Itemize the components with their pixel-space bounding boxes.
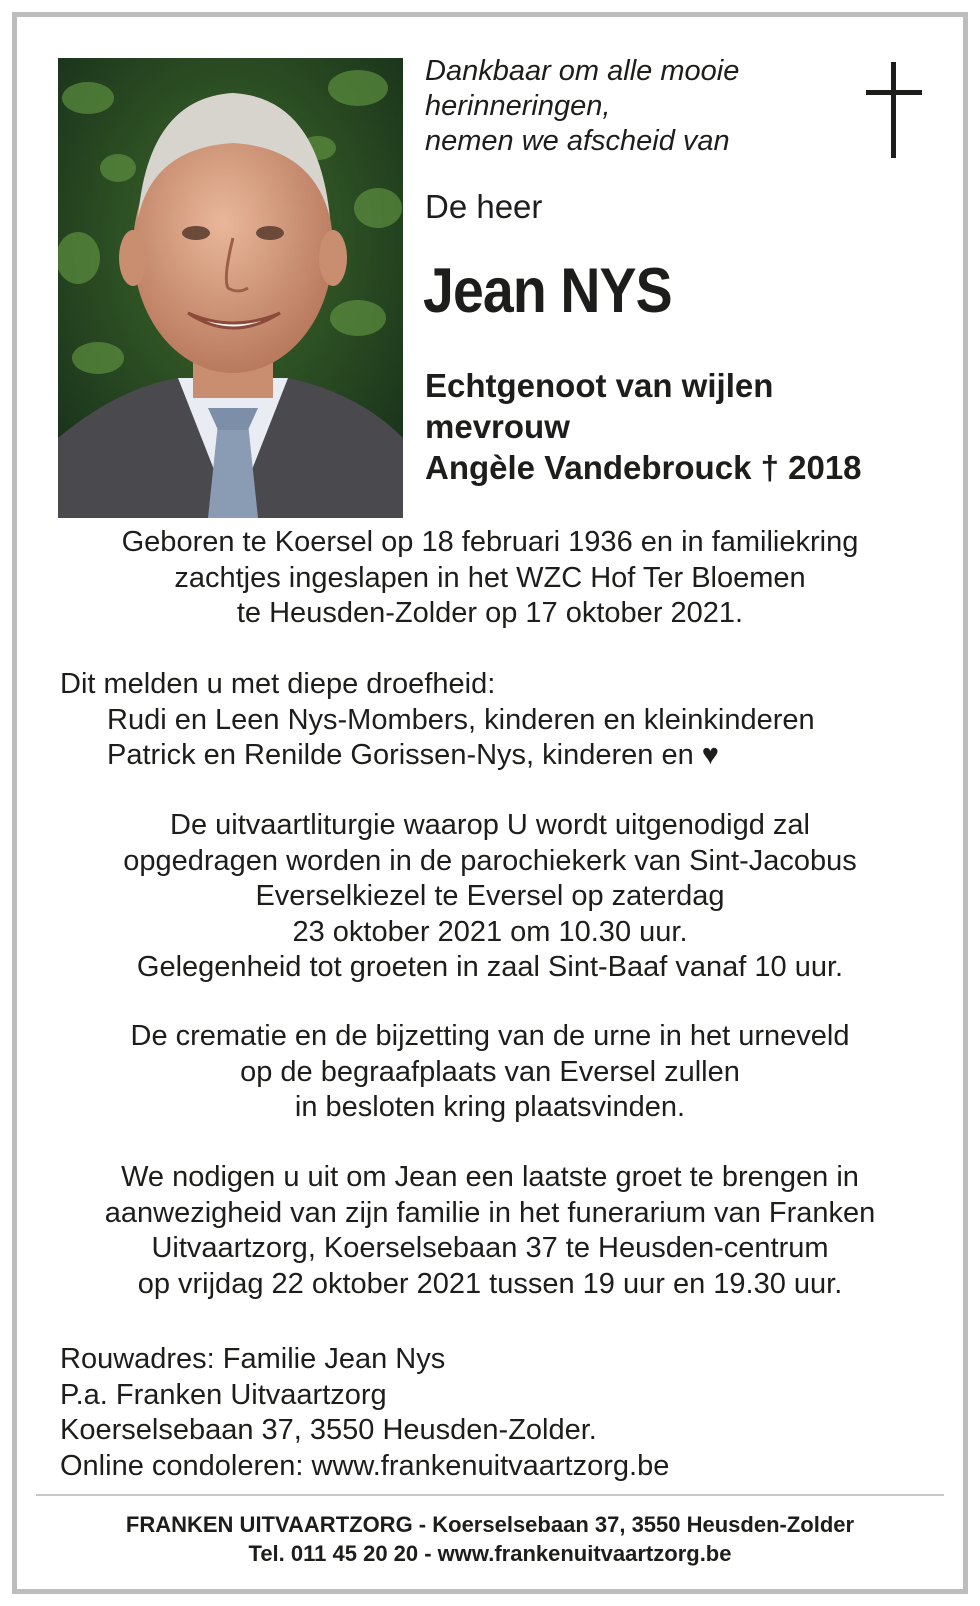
salutation: De heer bbox=[425, 188, 543, 225]
deceased-name: Jean NYS bbox=[423, 256, 672, 326]
mourning-address bbox=[60, 1342, 960, 1484]
paragraph-line: We nodigen u uit om Jean een laatste groet te brengen in bbox=[121, 1161, 859, 1193]
birth-death-paragraph bbox=[40, 525, 940, 632]
condolence-link[interactable]: Online condoleren: www.frankenuitvaartzorg.be bbox=[60, 1449, 670, 1482]
paragraph-line: te Heusden-Zolder op 17 oktober 2021. bbox=[236, 597, 744, 629]
family-line: Rudi en Leen Nys-Mombers, kinderen en kleinkinderen bbox=[107, 703, 815, 736]
spouse-line: mevrouw bbox=[425, 408, 570, 445]
paragraph-line: op vrijdag 22 oktober 2021 tussen 19 uur en 19.30 uur. bbox=[137, 1267, 843, 1300]
portrait-photo bbox=[58, 58, 403, 518]
paragraph-line: opgedragen worden in de parochiekerk van Sint-Jacobus bbox=[123, 844, 857, 877]
paragraph-line: in besloten kring plaatsvinden. bbox=[294, 1091, 686, 1123]
address-line: Rouwadres: Familie Jean Nys bbox=[60, 1343, 446, 1375]
spouse-line: Angèle Vandebrouck † 2018 bbox=[425, 449, 862, 486]
paragraph-line: Everselkiezel te Eversel op zaterdag bbox=[255, 880, 725, 912]
paragraph-line: Geboren te Koersel op 18 februari 1936 en in familiekring bbox=[121, 526, 859, 558]
address-line: Koerselsebaan 37, 3550 Heusden-Zolder. bbox=[60, 1414, 597, 1446]
footer-divider bbox=[36, 1494, 944, 1496]
footer-line: FRANKEN UITVAARTZORG - Koerselsebaan 37, 3550 Heusden-Zolder bbox=[125, 1512, 855, 1537]
intro-line: herinneringen, bbox=[425, 90, 611, 122]
paragraph-line: De uitvaartliturgie waarop U wordt uitgenodigd zal bbox=[170, 809, 810, 841]
announcement-intro: Dit melden u met diepe droefheid: bbox=[60, 668, 496, 700]
paragraph-line: 23 oktober 2021 om 10.30 uur. bbox=[292, 915, 688, 948]
spouse-line: Echtgenoot van wijlen bbox=[425, 367, 774, 404]
invitation-paragraph bbox=[40, 1160, 940, 1302]
address-line: P.a. Franken Uitvaartzorg bbox=[60, 1378, 387, 1411]
footer-line: Tel. 011 45 20 20 - www.frankenuitvaartzorg.be bbox=[248, 1541, 732, 1566]
paragraph-line: Uitvaartzorg, Koerselsebaan 37 te Heusden-centrum bbox=[151, 1232, 829, 1264]
family-line: Patrick en Renilde Gorissen-Nys, kinderen en ♥ bbox=[107, 739, 719, 771]
paragraph-line: aanwezigheid van zijn familie in het funerarium van Franken bbox=[104, 1196, 876, 1229]
funeral-home-footer bbox=[36, 1510, 944, 1568]
liturgy-paragraph bbox=[40, 808, 940, 986]
paragraph-line: op de begraafplaats van Eversel zullen bbox=[240, 1055, 740, 1088]
intro-line: nemen we afscheid van bbox=[425, 125, 730, 157]
paragraph-line: Gelegenheid tot groeten in zaal Sint-Baaf vanaf 10 uur. bbox=[136, 951, 844, 983]
intro-text bbox=[425, 54, 825, 159]
cremation-paragraph bbox=[40, 1019, 940, 1126]
spouse-info bbox=[425, 365, 862, 488]
paragraph-line: zachtjes ingeslapen in het WZC Hof Ter Bloemen bbox=[174, 561, 806, 594]
announcement-paragraph bbox=[60, 667, 960, 774]
cross-icon bbox=[866, 62, 922, 158]
paragraph-line: De crematie en de bijzetting van de urne in het urneveld bbox=[130, 1020, 850, 1052]
intro-line: Dankbaar om alle mooie bbox=[425, 55, 740, 87]
